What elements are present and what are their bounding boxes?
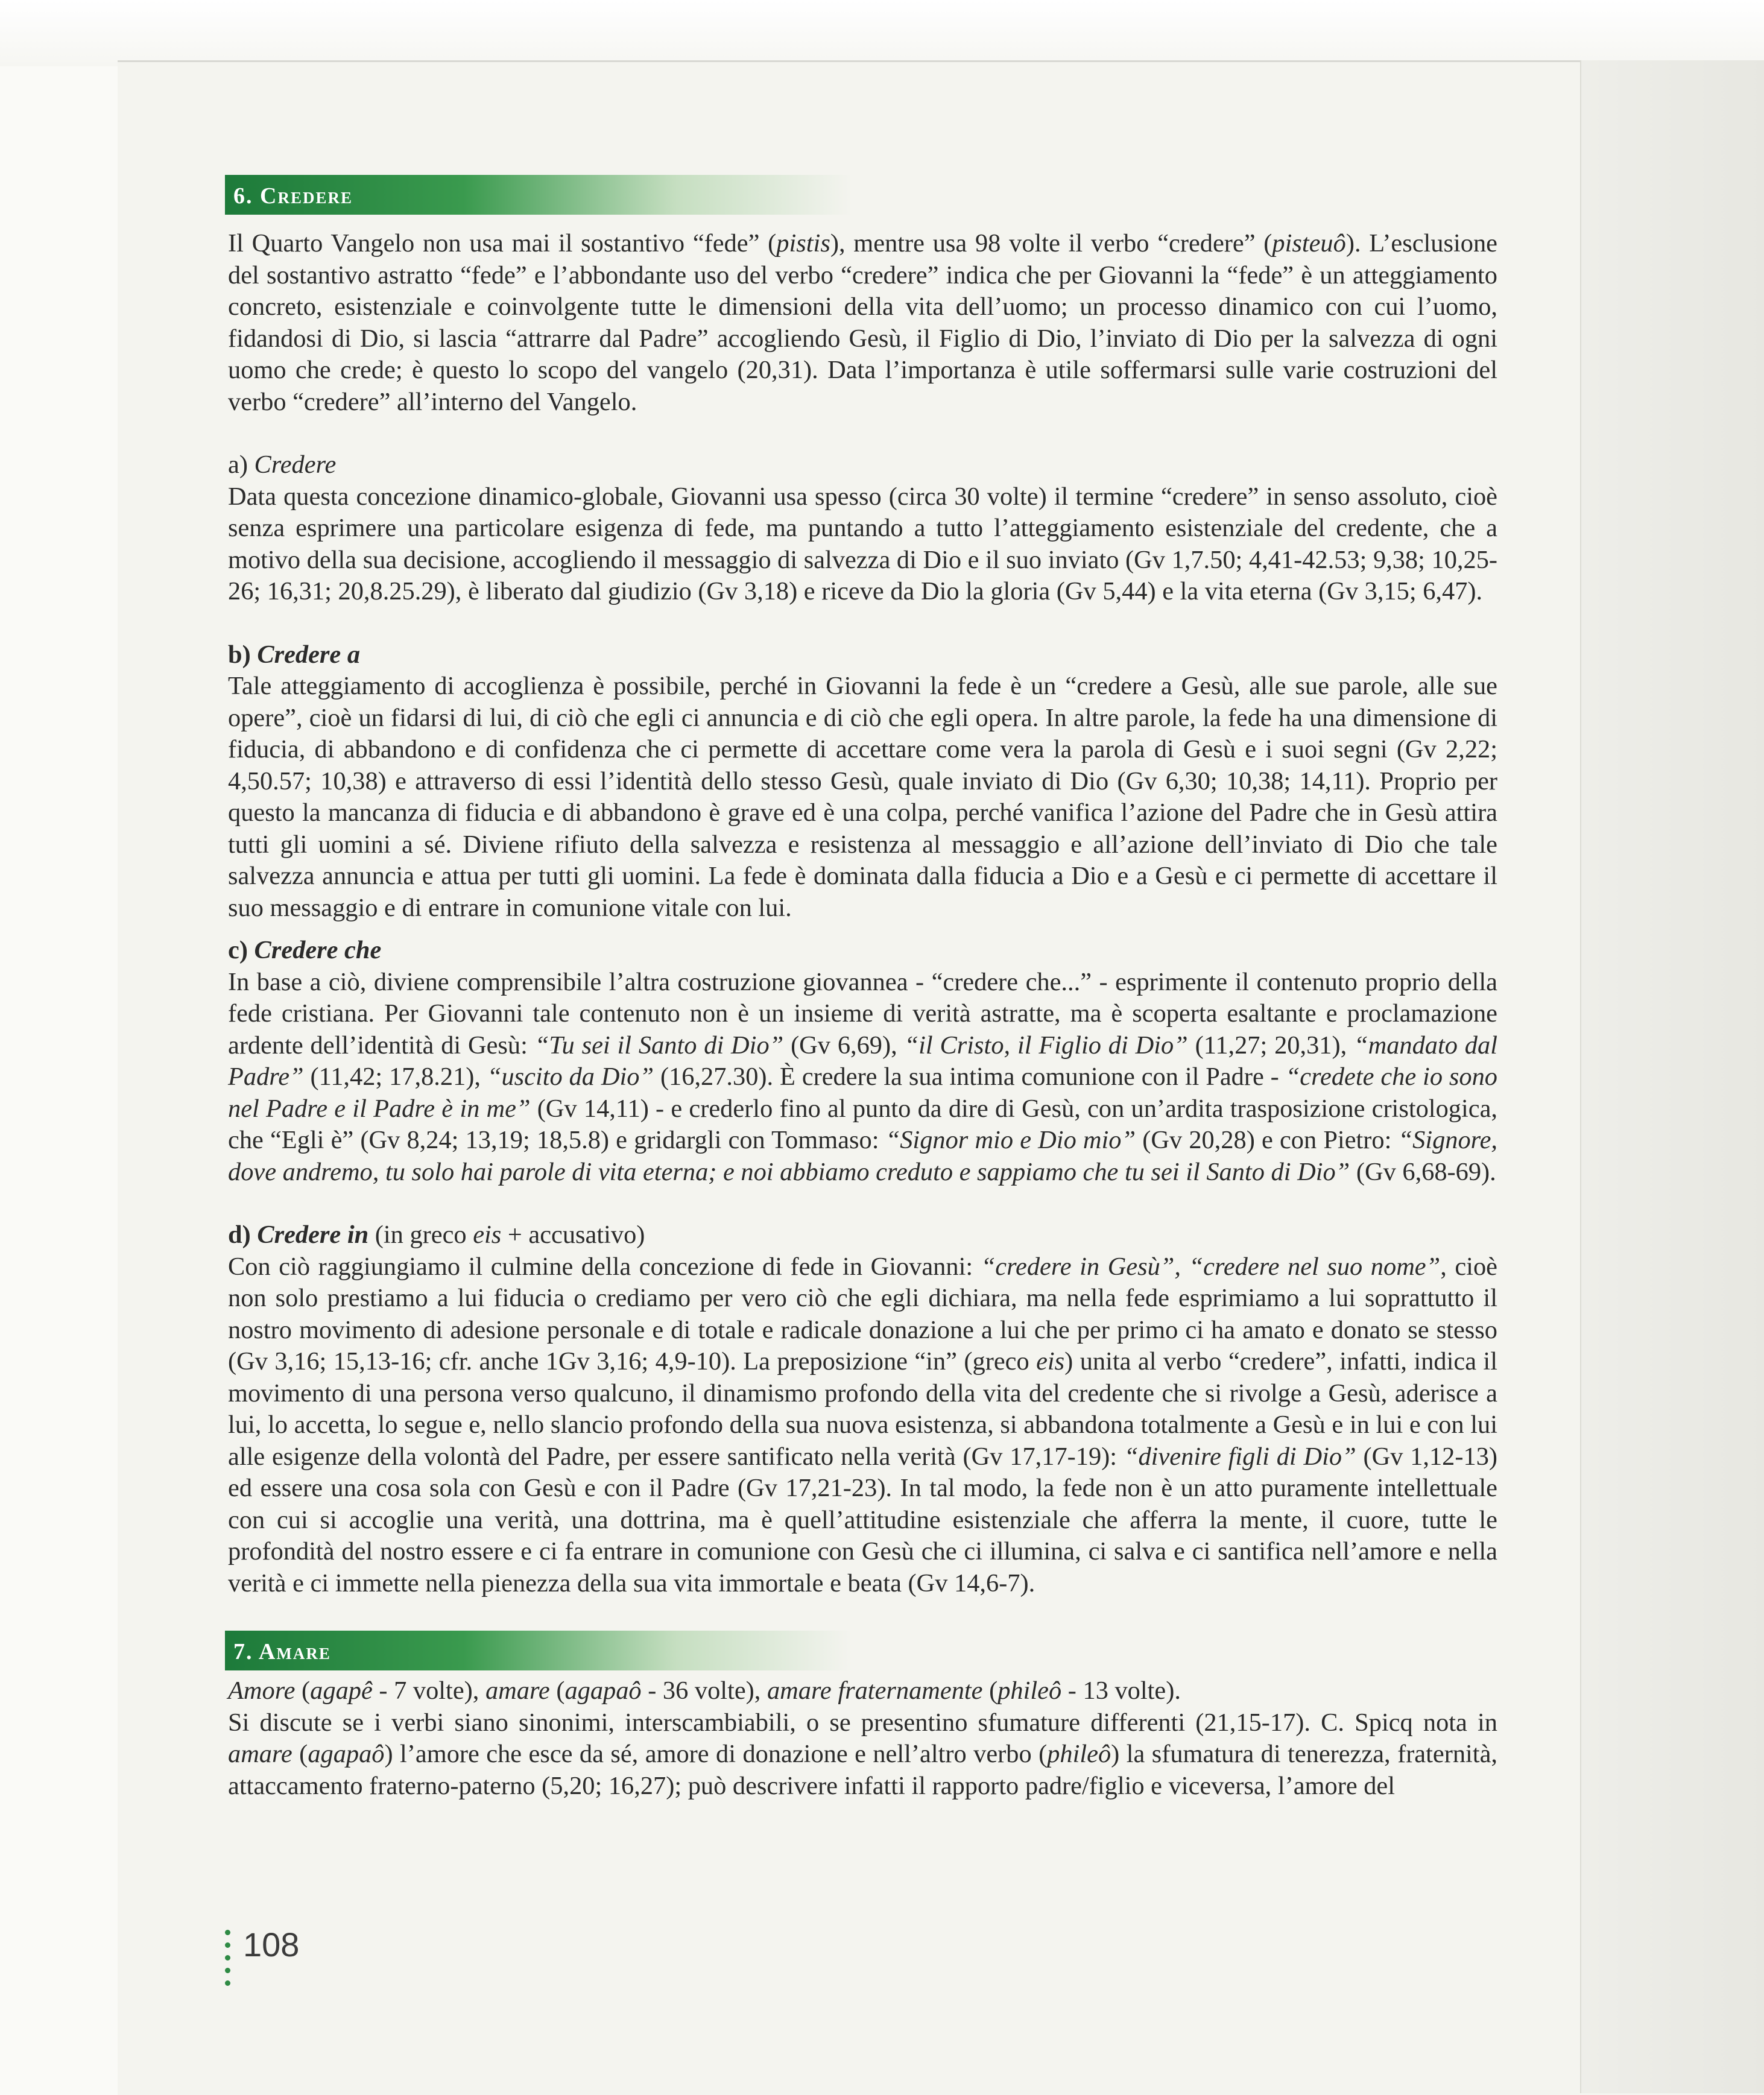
subheading-b-letter: b) — [228, 640, 251, 669]
text-run: (Gv 6,69), — [783, 1031, 905, 1060]
italic-run: “uscito da Dio” — [487, 1063, 654, 1091]
text-run: - 7 volte), — [372, 1676, 485, 1705]
subheading-d-suffix-post: + accusativo) — [501, 1221, 645, 1249]
italic-run: “credete che io sono nel Padre e il Padre è in me” — [228, 1063, 1497, 1123]
text-run: ( — [982, 1676, 998, 1705]
paragraph-b — [228, 671, 1497, 924]
italic-run: pistis — [776, 229, 830, 258]
subheading-a-title: Credere — [254, 450, 337, 479]
section-7-heading: 7. Amare — [233, 1639, 331, 1664]
subheading-d-greek: eis — [473, 1221, 502, 1249]
text-run: (Gv 20,28) e con Pietro: — [1136, 1126, 1399, 1154]
text-run: - 36 volte), — [641, 1676, 767, 1705]
subheading-c-letter: c) — [228, 936, 248, 964]
subheading-b-title: Credere a — [257, 640, 361, 669]
text-run: (Gv 6,68-69). — [1350, 1157, 1496, 1186]
text-run: (11,27; 20,31), — [1187, 1031, 1355, 1060]
section-6-heading: 6. Credere — [233, 183, 353, 209]
subheading-d-title: Credere in — [257, 1221, 369, 1249]
text-run: - 13 volte). — [1061, 1676, 1181, 1705]
text-run: Il Quarto Vangelo non usa mai il sostantivo “fede” ( — [228, 229, 777, 258]
italic-run: agapaô — [564, 1676, 642, 1705]
text-run: (11,42; 17,8.21), — [303, 1063, 487, 1091]
dot — [225, 1930, 230, 1935]
facing-page-edge — [1580, 60, 1764, 2093]
scan-top-edge — [0, 0, 1764, 66]
italic-run: “il Cristo, il Figlio di Dio” — [904, 1031, 1188, 1060]
subheading-d-suffix-pre: (in greco — [368, 1221, 473, 1249]
italic-run: phileô — [997, 1676, 1062, 1705]
italic-run: phileô — [1047, 1740, 1111, 1768]
text-run: ), mentre usa 98 volte il verbo “credere” ( — [830, 229, 1272, 258]
subheading-a — [228, 449, 1497, 481]
text-run: ( — [549, 1676, 565, 1705]
italic-run: agapaô — [308, 1740, 385, 1768]
section-7-forms-line — [228, 1675, 1497, 1707]
subheading-a-letter: a) — [228, 450, 248, 479]
italic-run: “divenire figli di Dio” — [1124, 1442, 1356, 1471]
text-run: Con ciò raggiungiamo il culmine della concezione di fede in Giovanni: — [228, 1252, 981, 1281]
subheading-c — [228, 935, 1497, 967]
text-run: Si discute se i verbi siano sinonimi, interscambiabili, o se presentino sfumature differenti (21,15-17). C. Spicq nota in — [228, 1708, 1497, 1737]
dot — [225, 1980, 230, 1986]
paragraph-d — [228, 1251, 1497, 1600]
page-number: 108 — [243, 1926, 300, 1964]
subheading-b — [228, 639, 1497, 671]
italic-run: “mandato dal Padre” — [228, 1031, 1497, 1091]
italic-run: “Signor mio e Dio mio” — [885, 1126, 1136, 1154]
italic-run: amare — [228, 1740, 292, 1768]
section-6-heading-band — [225, 175, 852, 215]
italic-run: agapê — [310, 1676, 373, 1705]
italic-run: Amore — [228, 1676, 296, 1705]
text-run: (Gv 1,12-13) ed essere una cosa sola con Gesù e con il Padre (Gv 17,21-23). In tal modo, la fede non è un atto puramente intellettuale con cui si accoglie una verità, una dottrina, ma è quell’attitudine esistenziale che afferra la mente, il cuore, tutte le profondità del nostro essere e ci fa entrare in comunione con Gesù che ci illumina, ci salva e ci santifica nell’amore e nella verità e ci immette nella pienezza della sua vita immortale e beata (Gv 14,6-7). — [228, 1442, 1498, 1597]
text-run: ) la sfumatura di tenerezza, fraternità, attaccamento fraterno-paterno (5,20; 16,27); può descrivere infatti il rapporto padre/figlio e viceversa, l’amore del — [228, 1740, 1497, 1800]
dot — [225, 1942, 230, 1948]
italic-run: amare fraternamente — [767, 1676, 983, 1705]
text-run: ). L’esclusione del sostantivo astratto “fede” e l’abbondante uso del verbo “credere” indica che per Giovanni la “fede” è un atteggiamento concreto, esistenziale e coinvolgente tutte le dimensioni della vita dell’uomo; un processo dinamico con cui l’uomo, fidandosi di Dio, si lascia “attrarre dal Padre” accogliendo Gesù, il Figlio di Dio, l’inviato di Dio per la salvezza di ogni uomo che crede; è questo lo scopo del vangelo (20,31). Data l’importanza è utile soffermarsi sulle varie costruzioni del verbo “credere” all’interno del Vangelo. — [228, 229, 1497, 416]
text-run: Tale atteggiamento di accoglienza è possibile, perché in Giovanni la fede è un “credere a Gesù, alle sue parole, alle sue opere”, cioè un fidarsi di lui, di ciò che egli ci annuncia e di ciò che egli opera. In altre parole, la fede ha una dimensione di fiducia, di abbandono e di confidenza che ci permette di accettare come vera la parola di Gesù e i suoi segni (Gv 2,22; 4,50.57; 10,38) e attraverso di essi l’identità dello stesso Gesù, quale inviato di Dio (Gv 6,30; 10,38; 14,11). Proprio per questo la mancanza di fiducia e di abbandono è grave ed è una colpa, perché vanifica l’azione del Padre che in Gesù attira tutti gli uomini a sé. Diviene rifiuto della salvezza e resistenza al messaggio e all’azione dell’inviato di Dio che tale salvezza annuncia e attua per tutti gli uomini. La fede è dominata dalla fiducia a Dio e a Gesù e ci permette di accettare il suo messaggio e di entrare in comunione vitale con lui. — [228, 672, 1497, 922]
text-run: (16,27.30). È credere la sua intima comunione con il Padre - — [654, 1063, 1286, 1091]
dot — [225, 1955, 230, 1961]
subheading-d — [228, 1219, 1497, 1251]
text-run: ) l’amore che esce da sé, amore di donazione e nell’altro verbo ( — [384, 1740, 1048, 1768]
subheading-d-letter: d) — [228, 1221, 251, 1249]
subheading-c-title: Credere che — [254, 936, 382, 964]
text-run: ) unita al verbo “credere”, infatti, indica il movimento di una persona verso qualcuno, il dinamismo profondo della vita del credente che si rivolge a Gesù, aderisce a lui, lo accetta, lo segue e, nello slancio profondo della sua nuova esistenza, si abbandona totalmente a Gesù e in lui e con lui alle esigenze della volontà del Padre, per essere santificato nella verità (Gv 17,17-19): — [228, 1347, 1497, 1471]
italic-run: “Signore, dove andremo, tu solo hai parole di vita eterna; e noi abbiamo creduto e sappiamo che tu sei il Santo di Dio” — [228, 1126, 1498, 1186]
text-run: ( — [292, 1740, 308, 1768]
italic-run: pisteuô — [1272, 229, 1346, 258]
page-content — [228, 175, 1497, 1802]
text-run: , cioè non solo prestiamo a lui fiducia o crediamo per vero ciò che egli dichiara, ma nella fede esprimiamo a lui soprattutto il nostro movimento di adesione personale e di totale e radicale donazione a lui che per primo ci ha amato e donato se stesso (Gv 3,16; 15,13-16; cfr. anche 1Gv 3,16; 4,9-10). La preposizione “in” (greco — [228, 1252, 1497, 1376]
text-run: ( — [295, 1676, 311, 1705]
paragraph-a — [228, 481, 1497, 608]
text-run: (Gv 14,11) - e crederlo fino al punto da dire di Gesù, con un’ardita trasposizione cristologica, che “Egli è” (Gv 8,24; 13,19; 18,5.8) e gridargli con Tommaso: — [228, 1094, 1497, 1154]
section-6-intro — [228, 228, 1497, 418]
text-run: Data questa concezione dinamico-globale, Giovanni usa spesso (circa 30 volte) il termine “credere” in senso assoluto, cioè senza esprimere una particolare esigenza di fede, ma puntando a tutto l’atteggiamento esistenziale del credente, che a motivo della sua decisione, accogliendo il messaggio di salvezza di Dio e il suo inviato (Gv 1,7.50; 4,41-42.53; 9,38; 10,25-26; 16,31; 20,8.25.29), è liberato dal giudizio (Gv 3,18) e riceve da Dio la gloria (Gv 5,44) e la vita eterna (Gv 3,15; 6,47). — [228, 482, 1498, 605]
text-run: In base a ciò, diviene comprensibile l’altra costruzione giovannea - “credere che...” - esprimente il contenuto proprio della fede cristiana. Per Giovanni tale contenuto non è un insieme di verità astratte, ma è scoperta esaltante e proclamazione ardente dell’identità di Gesù: — [228, 967, 1497, 1060]
section-7-paragraph — [228, 1707, 1497, 1803]
section-7-heading-band — [225, 1631, 852, 1670]
italic-run: eis — [1036, 1347, 1065, 1376]
italic-run: amare — [485, 1676, 550, 1705]
italic-run: “Tu sei il Santo di Dio” — [534, 1031, 784, 1060]
italic-run: “credere in Gesù”, “credere nel suo nome” — [981, 1252, 1441, 1281]
page-number-dots — [225, 1930, 232, 1993]
dot — [225, 1968, 230, 1973]
paragraph-c — [228, 967, 1497, 1189]
